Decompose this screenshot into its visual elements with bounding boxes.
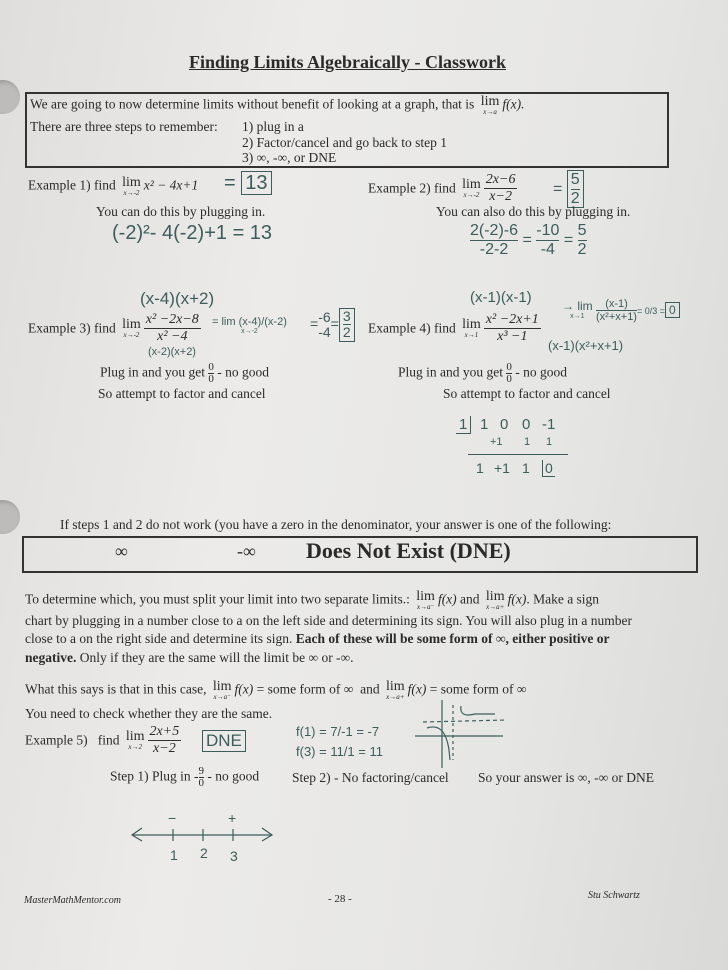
- lim-sub: x→a⁻: [416, 603, 435, 611]
- text: What this says is that in this case,: [25, 681, 207, 697]
- example-5-label: Example 5): [25, 732, 88, 748]
- lim-text: lim: [386, 679, 405, 694]
- numerator: 2x+5: [148, 724, 182, 741]
- lim-text: lim: [416, 589, 435, 604]
- intro-line-1: [30, 95, 524, 116]
- example-2-work: $\frac{2(-2)-6}{-2-2}$ = $\frac{-10}{-4}$ = $\frac{5}{2}$: [470, 222, 587, 258]
- footer-website: MasterMathMentor.com: [24, 895, 121, 906]
- lim-text: lim: [212, 679, 232, 694]
- example-3-hw-eval: = -6 -4 = $\frac{3}{2}$: [310, 308, 355, 342]
- step-text: → lim: [562, 299, 593, 314]
- binder-hole-top: [0, 80, 20, 114]
- eval-fraction: [318, 310, 330, 341]
- example-1-note: You can do this by plugging in.: [96, 204, 266, 219]
- numerator: x² −2x−8: [144, 312, 201, 329]
- denominator: 0: [198, 777, 205, 789]
- nine-over-zero: [199, 766, 205, 789]
- row1-cell: 1: [480, 416, 489, 433]
- row3-cell: 1: [476, 460, 484, 476]
- page-title: Finding Limits Algebraically - Classwork: [188, 52, 507, 72]
- example-1: [28, 176, 198, 197]
- denominator: -4: [540, 240, 555, 258]
- limit-notation: [481, 95, 500, 116]
- work-fraction: [536, 222, 559, 258]
- fx: f(x): [407, 681, 427, 697]
- numerator: -6: [318, 308, 331, 325]
- text: = some form of ∞: [256, 681, 354, 697]
- step-1: 1) plug in a: [242, 119, 304, 134]
- asymptote-sketch: [415, 700, 515, 768]
- example-4-hw-step: [562, 298, 680, 323]
- bold-text: negative.: [25, 650, 77, 665]
- fx: f(x): [507, 591, 527, 607]
- fraction: [148, 724, 182, 757]
- paragraph-line-3: [25, 631, 610, 647]
- lim-expr: f(x).: [502, 96, 525, 112]
- numerator: 0: [506, 361, 512, 373]
- example-5-step-3: So your answer is ∞, -∞ or DNE: [478, 770, 654, 785]
- fx: f(x): [234, 681, 254, 697]
- denominator: x³ −1: [497, 329, 528, 345]
- zero-over-zero: [506, 362, 512, 385]
- example-1-expr: x² − 4x+1: [143, 177, 199, 193]
- work-fraction: [578, 222, 587, 258]
- numerator: (x-1): [596, 298, 637, 311]
- numerator: 2(-2)-6: [470, 222, 519, 239]
- example-2: [368, 172, 517, 205]
- sign-chart-number-line: [128, 825, 278, 845]
- row1-cell: -1: [542, 416, 556, 433]
- example-5-answer: DNE: [202, 730, 246, 752]
- tick-label-1: 1: [170, 847, 178, 863]
- step-text: = lim (x-4)/(x-2): [212, 316, 287, 328]
- no-good-text: - no good: [207, 768, 260, 784]
- limit: lim x→1: [462, 317, 481, 340]
- footer-author: Stu Schwartz: [588, 890, 640, 901]
- numerator: 3: [342, 308, 351, 324]
- tick-label-2: 2: [200, 845, 208, 861]
- numerator: 5: [577, 222, 587, 239]
- binder-hole-middle: [0, 500, 20, 534]
- lim-sub: x→a: [483, 108, 497, 116]
- denominator: (x²+x+1): [596, 311, 637, 324]
- example-2-note: You can also do this by plugging in.: [436, 204, 631, 219]
- step-1-text: Step 1) Plug in -: [110, 768, 199, 784]
- denominator: 0: [208, 373, 214, 385]
- example-4-hw-denominator: (x-1)(x²+x+1): [548, 338, 624, 353]
- synthetic-root: 1: [456, 416, 471, 434]
- zero-over-zero: [208, 362, 214, 385]
- fraction: [484, 172, 518, 205]
- synthetic-division: [452, 414, 572, 480]
- row2-cell: 1: [524, 436, 531, 448]
- example-5-f1: f(1) = 7/-1 = -7: [296, 724, 380, 739]
- fx: f(x): [437, 591, 457, 607]
- row1-cell: 0: [500, 416, 509, 433]
- answer-box: 0: [665, 302, 680, 318]
- example-2-answer: = $\frac{5}{2}$: [553, 170, 584, 208]
- example-3: [28, 312, 201, 345]
- example-3-hw-numerator: (x-4)(x+2): [140, 289, 215, 308]
- text: . Make a sign: [526, 591, 600, 607]
- text: = some form of ∞: [429, 681, 527, 697]
- paragraph-line-4: [25, 650, 354, 666]
- synthetic-line: [468, 454, 568, 455]
- denominator: 2: [577, 240, 587, 258]
- lim-sub: x→-2: [463, 191, 480, 200]
- step-sub: x→-2: [241, 328, 258, 336]
- lim-sub: x→-2: [123, 331, 140, 340]
- limit-left: [416, 590, 435, 611]
- bold-text: Each of these will be some form of ∞, either positive or: [295, 631, 610, 646]
- example-3-label: Example 3) find: [28, 320, 116, 336]
- example-4-hw-numerator: (x-1)(x-1): [470, 289, 532, 306]
- step-2: 2) Factor/cancel and go back to step 1: [242, 135, 448, 150]
- denominator: 2: [570, 189, 580, 207]
- example-4-label: Example 4) find: [368, 320, 456, 336]
- example-4-factor: So attempt to factor and cancel: [443, 386, 611, 401]
- plug-text: Plug in and you get: [398, 364, 503, 380]
- step-fraction: [596, 298, 637, 323]
- text: To determine which, you must split your limit into two separate limits.:: [25, 591, 410, 607]
- example-3-plug: [100, 362, 269, 385]
- text: Only if they are the same will the limit be ∞ or -∞.: [79, 650, 354, 665]
- step-sub: x→1: [570, 313, 585, 321]
- what-this-says: [25, 680, 527, 701]
- row3-cell: +1: [494, 460, 510, 476]
- plug-text: Plug in and you get: [100, 364, 205, 380]
- limit-left: [213, 680, 232, 701]
- limit-right: [486, 590, 505, 611]
- example-3-hw-denominator: (x-2)(x+2): [148, 346, 196, 358]
- row2-cell: +1: [490, 436, 503, 448]
- lim-sub: x→1: [464, 331, 479, 340]
- example-3-hw-step: [212, 316, 287, 336]
- intro-line-2: There are three steps to remember:: [30, 119, 218, 134]
- limit: lim x→-2: [462, 177, 481, 200]
- lim-text: lim: [480, 94, 500, 109]
- paragraph-line-2: chart by plugging in a number close to a on the left side and determining its sign. You will also plug in a number: [25, 613, 633, 628]
- example-1-answer: = 13: [224, 172, 272, 195]
- denominator: x² −4: [157, 329, 188, 345]
- lim-sub: x→a+: [386, 693, 405, 701]
- numerator: x² −2x+1: [484, 312, 541, 329]
- no-good-text: - no good: [217, 364, 269, 380]
- lim-sub: x→-2: [123, 189, 140, 197]
- sign-plus: +: [228, 810, 237, 826]
- example-2-label: Example 2) find: [368, 180, 456, 196]
- step-lim: [562, 300, 593, 321]
- example-5-f3: f(3) = 11/1 = 11: [296, 744, 383, 759]
- example-5: [25, 724, 181, 757]
- denominator: 0: [506, 373, 512, 385]
- limit: lim x→-2: [122, 317, 141, 340]
- example-5-step-2: Step 2) - No factoring/cancel: [292, 770, 449, 785]
- find-text: find: [97, 732, 120, 748]
- example-5-step-1: [110, 766, 259, 789]
- denominator: x−2: [489, 189, 512, 205]
- numerator: 5: [570, 171, 580, 188]
- and-text: and: [460, 591, 480, 607]
- option-neg-infinity: -∞: [237, 541, 256, 561]
- text: close to a on the right side and determine its sign.: [25, 631, 293, 646]
- lim-sub: x→a⁻: [213, 693, 231, 701]
- lim-sub: x→2: [128, 743, 142, 752]
- denominator: -4: [318, 323, 331, 340]
- fraction: [484, 312, 541, 345]
- row3-cell: 0: [542, 460, 555, 477]
- row3-cell: 1: [522, 460, 530, 476]
- footer-page-number: - 28 -: [328, 893, 352, 905]
- lim-sub: x→a+: [486, 603, 505, 611]
- if-steps-text: If steps 1 and 2 do not work (you have a zero in the denominator, your answer is one of the following:: [60, 517, 612, 532]
- answer-box: [567, 170, 584, 208]
- example-4: [368, 312, 541, 345]
- limit: lim x→2: [125, 729, 145, 752]
- fraction: [144, 312, 201, 345]
- work-fraction: [470, 222, 518, 258]
- numerator: 2x−6: [484, 172, 518, 189]
- text: and: [360, 681, 380, 697]
- option-dne: Does Not Exist (DNE): [306, 538, 511, 563]
- paragraph-line-1: [25, 590, 599, 611]
- lim-text: lim: [485, 589, 505, 604]
- tick-label-3: 3: [230, 848, 238, 864]
- option-infinity: ∞: [115, 541, 128, 561]
- row2-cell: 1: [546, 436, 553, 448]
- step-3: 3) ∞, -∞, or DNE: [242, 150, 337, 165]
- denominator: x−2: [153, 741, 176, 757]
- numerator: 0: [208, 361, 214, 373]
- example-1-work: (-2)²- 4(-2)+1 = 13: [112, 222, 273, 244]
- answer-box: [339, 308, 355, 342]
- no-good-text: - no good: [515, 364, 567, 380]
- denominator: -2-2: [479, 240, 509, 258]
- limit: lim x→-2: [122, 175, 141, 197]
- denominator: 2: [342, 324, 351, 341]
- check-text: You need to check whether they are the same.: [25, 706, 273, 721]
- example-4-plug: [398, 362, 567, 385]
- eval-text: = 0/3 =: [636, 305, 666, 316]
- intro-text: We are going to now determine limits without benefit of looking at a graph, that is: [30, 96, 475, 112]
- row1-cell: 0: [522, 416, 531, 433]
- example-3-factor: So attempt to factor and cancel: [98, 386, 266, 401]
- numerator: 9: [198, 765, 205, 777]
- example-1-label: Example 1) find: [28, 177, 116, 193]
- numerator: -10: [536, 222, 560, 239]
- limit-right: [386, 680, 405, 701]
- answer-box: 13: [241, 171, 271, 195]
- sign-minus: −: [168, 810, 177, 826]
